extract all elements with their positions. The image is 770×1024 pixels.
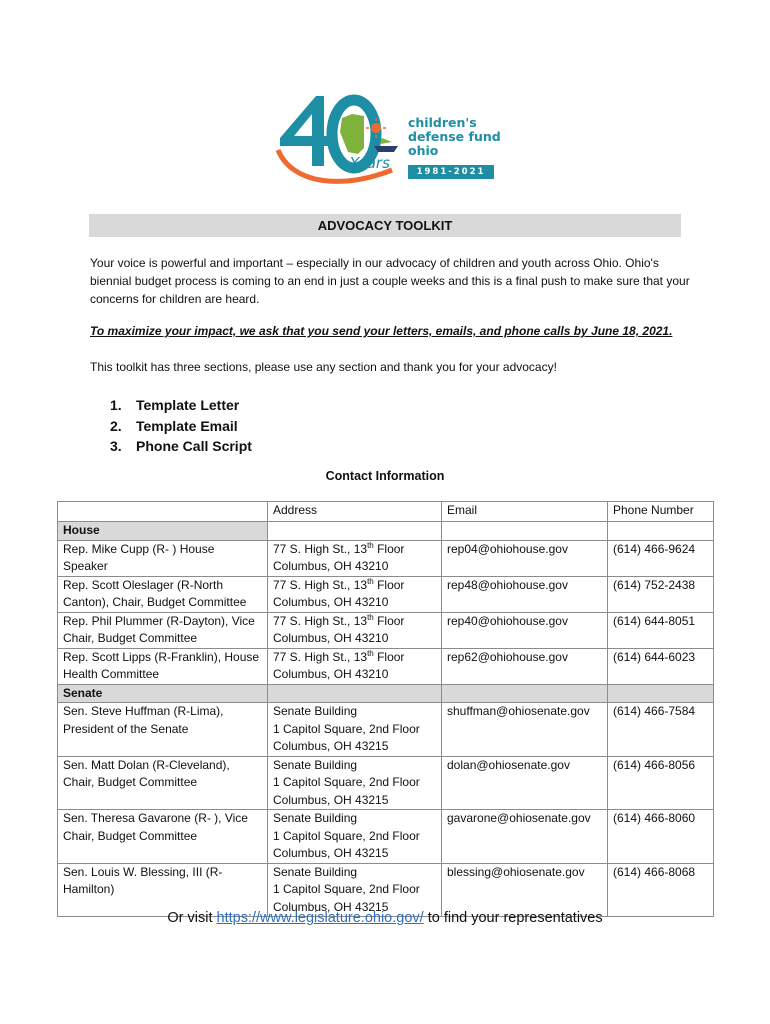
header-name [58, 502, 268, 522]
legislator-email[interactable]: dolan@ohiosenate.gov [442, 756, 608, 810]
legislator-name: Rep. Scott Oleslager (R-North Canton), Chair, Budget Committee [58, 576, 268, 612]
legislator-phone: (614) 644-8051 [608, 612, 714, 648]
legislature-link[interactable]: https://www.legislature.ohio.gov/ [216, 910, 424, 926]
cdf-ohio-40-years-logo [272, 92, 502, 192]
table-row [58, 648, 714, 684]
header-phone: Phone Number [608, 502, 714, 522]
header-address: Address [268, 502, 442, 522]
section-item: 1. Template Letter [110, 397, 240, 413]
legislator-name: Sen. Steve Huffman (R-Lima), President of the Senate [58, 703, 268, 757]
logo-years-text: Years [350, 154, 390, 172]
legislator-address: Senate Building 1 Capitol Square, 2nd Floor Columbus, OH 43215 [268, 810, 442, 864]
footer-line: Or visit https://www.legislature.ohio.gov/ to find your representatives [167, 910, 603, 926]
legislator-phone: (614) 466-7584 [608, 703, 714, 757]
legislator-name: Rep. Phil Plummer (R-Dayton), Vice Chair, Budget Committee [58, 612, 268, 648]
header-email: Email [442, 502, 608, 522]
legislator-name: Rep. Scott Lipps (R-Franklin), House Health Committee [58, 648, 268, 684]
legislator-address: 77 S. High St., 13th Floor Columbus, OH 43210 [268, 648, 442, 684]
table-row [58, 703, 714, 757]
toolkit-note: This toolkit has three sections, please use any section and thank you for your advocacy! [90, 360, 557, 374]
intro-paragraph: Your voice is powerful and important – especially in our advocacy of children and youth across Ohio. Ohio's biennial budget process is coming to an end in just a couple weeks and this is a final push to make sure that your concerns for children are heard. [90, 256, 690, 306]
legislator-phone: (614) 466-8060 [608, 810, 714, 864]
table-row [58, 576, 714, 612]
legislator-address: Senate Building 1 Capitol Square, 2nd Floor Columbus, OH 43215 [268, 756, 442, 810]
legislator-address: 77 S. High St., 13th Floor Columbus, OH 43210 [268, 576, 442, 612]
table-row [58, 863, 714, 917]
legislator-email[interactable]: rep04@ohiohouse.gov [442, 540, 608, 576]
deadline-paragraph: To maximize your impact, we ask that you send your letters, emails, and phone calls by June 18, 2021. [90, 324, 673, 338]
legislator-name: Sen. Louis W. Blessing, III (R-Hamilton) [58, 863, 268, 917]
legislator-address: 77 S. High St., 13th Floor Columbus, OH 43210 [268, 540, 442, 576]
table-row [58, 540, 714, 576]
table-row [58, 810, 714, 864]
legislator-email[interactable]: rep62@ohiohouse.gov [442, 648, 608, 684]
legislator-email[interactable]: rep48@ohiohouse.gov [442, 576, 608, 612]
legislator-phone: (614) 752-2438 [608, 576, 714, 612]
legislator-address: Senate Building 1 Capitol Square, 2nd Floor Columbus, OH 43215 [268, 703, 442, 757]
legislator-phone: (614) 644-6023 [608, 648, 714, 684]
legislator-phone: (614) 466-9624 [608, 540, 714, 576]
table-header-row [58, 502, 714, 522]
table-row [58, 612, 714, 648]
legislator-email[interactable]: gavarone@ohiosenate.gov [442, 810, 608, 864]
legislator-address: Senate Building 1 Capitol Square, 2nd Floor Columbus, OH 43215 [268, 863, 442, 917]
legislator-email[interactable]: blessing@ohiosenate.gov [442, 863, 608, 917]
senate-group-row [58, 684, 714, 703]
legislator-name: Sen. Matt Dolan (R-Cleveland), Chair, Budget Committee [58, 756, 268, 810]
legislator-name: Rep. Mike Cupp (R- ) House Speaker [58, 540, 268, 576]
legislator-email[interactable]: rep40@ohiohouse.gov [442, 612, 608, 648]
toolkit-sections-list [110, 395, 252, 457]
legislator-phone: (614) 466-8056 [608, 756, 714, 810]
house-group-row [58, 522, 714, 541]
table-row [58, 756, 714, 810]
legislator-phone: (614) 466-8068 [608, 863, 714, 917]
logo-year-range: 1981-2021 [408, 165, 494, 179]
legislator-address: 77 S. High St., 13th Floor Columbus, OH 43210 [268, 612, 442, 648]
contact-table [57, 501, 714, 917]
legislator-email[interactable]: shuffman@ohiosenate.gov [442, 703, 608, 757]
page-title: ADVOCACY TOOLKIT [89, 214, 681, 237]
logo-org-name: children's defense fund ohio [408, 115, 501, 158]
legislator-name: Sen. Theresa Gavarone (R- ), Vice Chair, Budget Committee [58, 810, 268, 864]
senate-label: Senate [58, 684, 268, 703]
section-item: 2. Template Email [110, 417, 238, 434]
section-item: 3. Phone Call Script [110, 438, 252, 454]
contact-info-heading: Contact Information [325, 469, 445, 483]
house-label: House [58, 522, 268, 541]
